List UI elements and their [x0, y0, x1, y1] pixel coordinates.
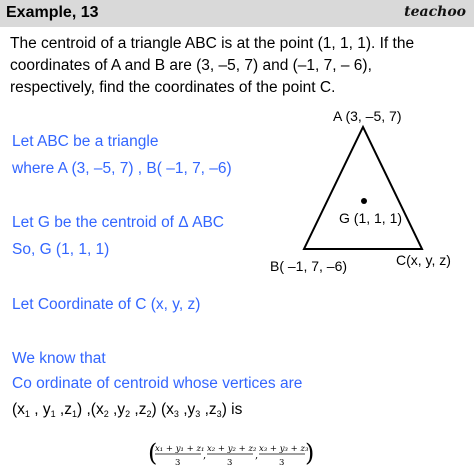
example-title: Example, 13 [6, 4, 99, 21]
centroid-point [361, 198, 367, 204]
formula-numerator-2: x₂ + y₂ + z₂ [207, 444, 257, 454]
formula-numerator-1: x₁ + y₁ + z₁ [155, 444, 205, 454]
vertex-a-label: A (3, –5, 7) [333, 108, 402, 124]
formula-denominator-3: 3 [279, 458, 285, 468]
problem-statement: The centroid of a triangle ABC is at the point (1, 1, 1). If the coordinates of A and B are (3, –5, 7) and (–1, 7, – 6), respectively, find the coordinates of the point C. [10, 35, 415, 96]
formula-comma-2: , [255, 450, 259, 461]
solution-line-4: So, G (1, 1, 1) [12, 241, 110, 258]
vertex-b-label: B( –1, 7, –6) [270, 258, 348, 274]
solution-line-6: We know that [12, 350, 106, 367]
triangle-abc [304, 127, 422, 249]
solution-line-1: Let ABC be a triangle [12, 133, 159, 150]
solution-line-2: where A (3, –5, 7) , B( –1, 7, –6) [12, 160, 232, 177]
solution-line-7: Co ordinate of centroid whose vertices are [12, 375, 303, 392]
vertex-c-label: C(x, y, z) [396, 252, 451, 268]
solution-line-3: Let G be the centroid of Δ ABC [12, 214, 224, 231]
vertices-line: ($x_1$ , $y_1$ $,z_1$) $,(x_2$ $,y_2$ $,z_2$) ($x_3$ $,y_3$ $,z_3$) is [12, 401, 243, 419]
formula-denominator-1: 3 [175, 458, 181, 468]
solution-line-5: Let Coordinate of C (x, y, z) [12, 296, 201, 313]
centroid-g-label: G (1, 1, 1) [339, 210, 403, 226]
formula-numerator-3: x₃ + y₃ + z₃ [259, 444, 309, 454]
formula-comma-1: , [203, 450, 207, 461]
formula-open-paren: ( [148, 439, 158, 467]
brand-logo: teachoo [404, 4, 466, 20]
formula-denominator-2: 3 [227, 458, 233, 468]
formula-close-paren: ) [305, 439, 315, 467]
